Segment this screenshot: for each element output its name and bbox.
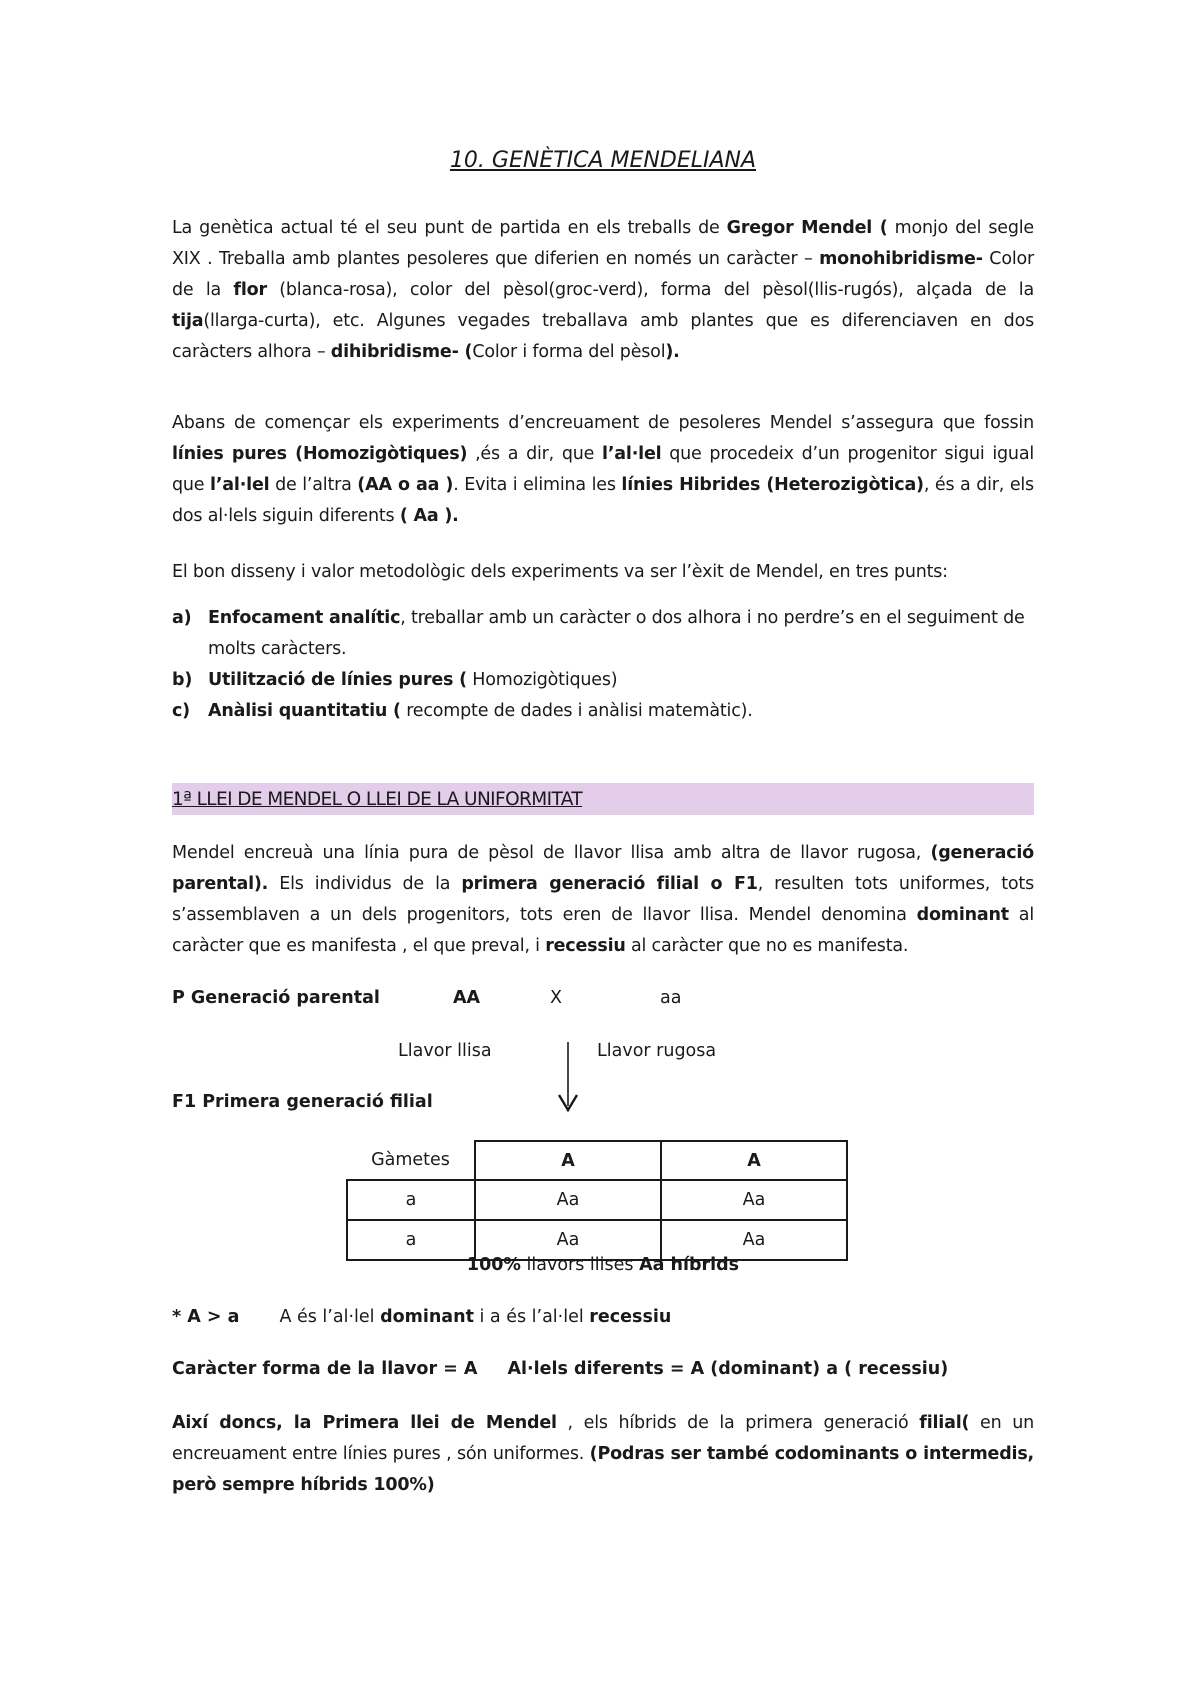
table-cell: Aa (661, 1220, 847, 1260)
list-marker: c) (172, 701, 190, 721)
section-heading: 1ª LLEI DE MENDEL O LLEI DE LA UNIFORMITAT (172, 783, 1034, 815)
text-run-bold: ( Aa ). (399, 506, 459, 526)
text-run-bold: dihibridisme- ( (330, 342, 473, 362)
text-run-bold: (generació parental). (172, 843, 1034, 894)
text-run-bold: recessiu (545, 936, 626, 956)
text-run: (llarga-curta), etc. Algunes vegades treballava amb plantes que es diferenciaven en dos caràcters alhora – (172, 311, 1034, 362)
text-run: Color i forma del pèsol (472, 342, 666, 362)
text-run-bold: dominant (380, 1307, 474, 1327)
text-run-bold: línies pures (Homozigòtiques) (172, 444, 468, 464)
parent-genotype-1: AA (453, 988, 481, 1008)
table-corner-label: Gàmetes (347, 1141, 475, 1180)
down-arrow-icon (553, 1040, 583, 1114)
text-run: A és l’al·lel (279, 1307, 381, 1327)
list-marker: b) (172, 670, 193, 690)
table-cell: Aa (475, 1180, 661, 1220)
parent-genotype-2: aa (660, 988, 682, 1008)
text-run-bold: * A > a (172, 1307, 240, 1327)
text-run-bold: línies Hibrides (Heterozigòtica) (621, 475, 924, 495)
text-run-bold: Aa híbrids (639, 1255, 740, 1275)
text-run: de l’altra (269, 475, 358, 495)
text-run-bold: Al·lels diferents = A (dominant) a ( recessiu) (507, 1359, 949, 1379)
text-run-bold: monohibridisme- (819, 249, 983, 269)
text-run: . Evita i elimina les (453, 475, 622, 495)
table-row-label: a (347, 1220, 475, 1260)
text-run-bold: recessiu (589, 1307, 672, 1327)
text-run: llavors llises (520, 1255, 640, 1275)
uniformity-paragraph (172, 838, 1034, 962)
text-run: , els híbrids de la primera generació (556, 1413, 920, 1433)
list-item (172, 665, 1034, 696)
text-run-bold: Caràcter forma de la llavor = A (172, 1359, 478, 1379)
trait-line (172, 1359, 948, 1379)
smooth-seed-label: Llavor llisa (398, 1041, 492, 1061)
text-run-bold: l’al·lel (210, 475, 270, 495)
text-run-bold: flor (233, 280, 267, 300)
text-run-bold: Utilització de línies pures ( (208, 670, 467, 690)
text-run-bold: (Podras ser també codominants o intermedis, però sempre híbrids 100%) (172, 1444, 1034, 1495)
text-run: que procedeix d’un progenitor sigui igual que (172, 444, 1035, 495)
page-title: 10. GENÈTICA MENDELIANA (449, 148, 757, 173)
text-run: , resulten tots uniformes, tots s’assemblaven a un dels progenitors, tots eren de llavor llisa. Mendel denomina (172, 874, 1034, 925)
list-item (172, 603, 1034, 665)
text-run-bold: l’al·lel (602, 444, 662, 464)
text-run: recompte de dades i anàlisi matemàtic). (400, 701, 753, 721)
text-run: al caràcter que es manifesta , el que preval, i (172, 905, 1034, 956)
text-run-bold: tija (172, 311, 204, 331)
intro-paragraph (172, 213, 1034, 368)
text-run-bold: Gregor Mendel ( (726, 218, 888, 238)
text-run-bold: primera generació filial o F1 (461, 874, 758, 894)
conclusion-paragraph (172, 1408, 1034, 1501)
text-run: Els individus de la (268, 874, 462, 894)
table-row (347, 1220, 847, 1260)
pure-lines-paragraph (172, 408, 1034, 532)
text-run: Abans de començar els experiments d’encreuament de pesoleres Mendel s’assegura que fossin (172, 413, 1034, 433)
text-run: La genètica actual té el seu punt de partida en els treballs de (172, 218, 727, 238)
text-run-bold: dominant (916, 905, 1009, 925)
table-row-label: a (347, 1180, 475, 1220)
text-run-bold: 100% (466, 1255, 521, 1275)
f1-label: F1 Primera generació filial (172, 1092, 433, 1112)
list-item (172, 696, 1034, 727)
cross-symbol: X (550, 988, 562, 1008)
text-run-bold: Així doncs, la Primera llei de Mendel (172, 1413, 557, 1433)
table-cell: Aa (661, 1180, 847, 1220)
text-run: , és a dir, els dos al·lels siguin diferents (172, 475, 1034, 526)
text-run: en un encreuament entre línies pures , són uniformes. (172, 1413, 1034, 1464)
punnett-table (346, 1140, 848, 1261)
table-header-cell: A (475, 1141, 661, 1180)
text-run-bold: filial( (919, 1413, 970, 1433)
text-run-bold: (AA o aa ) (357, 475, 454, 495)
text-run: ,és a dir, que (467, 444, 603, 464)
method-list (172, 603, 1034, 727)
parental-label: P Generació parental (172, 988, 380, 1008)
text-run-bold: ). (665, 342, 680, 362)
table-cell: Aa (475, 1220, 661, 1260)
text-run: Color de la (172, 249, 1034, 300)
text-run-bold: Enfocament analític (208, 608, 401, 628)
table-header-row (347, 1141, 847, 1180)
text-run-bold: Anàlisi quantitatiu ( (208, 701, 401, 721)
text-run: (blanca-rosa), color del pèsol(groc-verd), forma del pèsol(llis-rugós), alçada de la (266, 280, 1034, 300)
method-paragraph: El bon disseny i valor metodològic dels experiments va ser l’èxit de Mendel, en tres punts: (172, 562, 948, 582)
wrinkled-seed-label: Llavor rugosa (597, 1041, 717, 1061)
text-run: i a és l’al·lel (473, 1307, 590, 1327)
text-run: , treballar amb un caràcter o dos alhora i no perdre’s en el seguiment de molts caràcters. (208, 608, 1025, 659)
text-run: Homozigòtiques) (466, 670, 618, 690)
text-run: Mendel encreuà una línia pura de pèsol de llavor llisa amb altra de llavor rugosa, (172, 843, 931, 863)
table-caption (346, 1255, 860, 1275)
table-header-cell: A (661, 1141, 847, 1180)
dominance-note (172, 1307, 671, 1327)
table-row (347, 1180, 847, 1220)
text-run: monjo del segle XIX . Treballa amb plantes pesoleres que diferien en només un caràcter – (172, 218, 1034, 269)
list-marker: a) (172, 608, 192, 628)
text-run: al caràcter que no es manifesta. (625, 936, 909, 956)
